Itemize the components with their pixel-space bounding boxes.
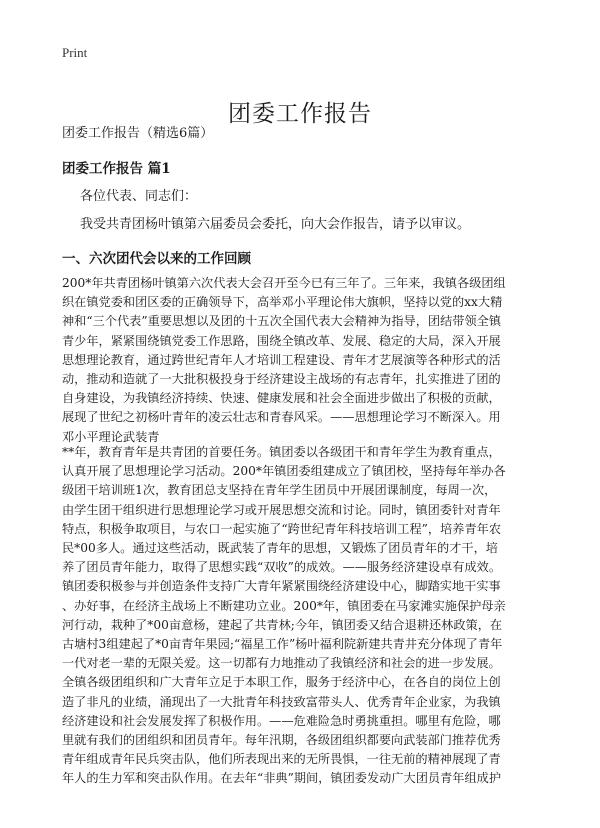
body-paragraph-1 bbox=[62, 274, 542, 447]
paragraph-line: **年，教育青年是共青团的首要任务。镇团委以各级团干和青年学生为教育重点， bbox=[62, 445, 501, 459]
salutation: 各位代表、同志们： bbox=[80, 189, 198, 204]
paragraph-line: 邓小平理论武装青 bbox=[62, 429, 160, 444]
paragraph-line: 里就有我们的团组织和团员青年。每年汛期，各级团组织都要向武装部门推荐优秀 bbox=[62, 733, 501, 748]
paragraph-line: 神和“三个代表”重要思想以及团的十五次全国代表大会精神为指导，团结带领全镇 bbox=[62, 314, 502, 329]
paragraph-line: 200*年共青团杨叶镇第六次代表大会召开至今已有三年了。三年来，我镇各级团组 bbox=[62, 276, 506, 290]
paragraph-line: 青年组成青年民兵突击队，他们所表现出来的无所畏惧，一往无前的精神展现了青 bbox=[62, 752, 501, 767]
intro-paragraph: 我受共青团杨叶镇第六届委员会委托，向大会作报告，请予以审议。 bbox=[80, 217, 471, 232]
document-subtitle: 团委工作报告（精选6篇） bbox=[62, 126, 214, 141]
body-paragraph-2 bbox=[62, 443, 542, 789]
paragraph-line: 织在镇党委和团区委的正确领导下，高举邓小平理论伟大旗帜，坚持以党的xx大精 bbox=[62, 295, 503, 310]
paragraph-line: 镇团委积极参与并创造条件支持广大青年紧紧围绕经济建设中心，脚踏实地干实事 bbox=[62, 579, 501, 594]
paragraph-line: 动，推动和造就了一大批积极投身于经济建设主战场的有志青年，扎实推进了团的 bbox=[62, 372, 501, 387]
paragraph-line: 展现了世纪之初杨叶青年的凌云壮志和青春风采。——思想理论学习不断深入。用 bbox=[62, 410, 501, 425]
paragraph-line: 养了团员青年能力，取得了思想实践“双收”的成效。——服务经济建设卓有成效。 bbox=[62, 560, 502, 575]
paragraph-line: 级团干培训班1次，教育团总支坚持在青年学生团员中开展团课制度，每周一次， bbox=[62, 483, 497, 498]
paragraph-line: 、办好事，在经济主战场上不断建功立业。200*年，镇团委在马家滩实施保护母亲 bbox=[62, 598, 506, 613]
paragraph-line: 造了非凡的业绩，涌现出了一大批青年科技致富带头人、优秀青年企业家，为我镇 bbox=[62, 694, 501, 709]
paragraph-line: 古塘村3组建起了*0亩青年果园;“福星工作”杨叶福利院新建共青井充分体现了青年 bbox=[62, 637, 503, 652]
paragraph-line: 全镇各级团组织和广大青年立足于本职工作，服务于经济中心，在各自的岗位上创 bbox=[62, 675, 501, 690]
paragraph-line: 特点，积极争取项目，与农口一起实施了“跨世纪青年科技培训工程”，培养青年农 bbox=[62, 521, 502, 536]
paragraph-line: 一代对老一辈的无限关爱。这一切都有力地推动了我镇经济和社会的进一步发展。 bbox=[62, 656, 501, 671]
section-heading-review: 一、六次团代会以来的工作回顾 bbox=[62, 251, 251, 267]
paragraph-line: 年人的生力军和突击队作用。在去年“非典”期间，镇团委发动广大团员青年组成护 bbox=[62, 771, 502, 786]
paragraph-line: 青少年，紧紧围绕镇党委工作思路，围绕全镇改革、发展、稳定的大局，深入开展 bbox=[62, 333, 501, 348]
paragraph-line: 自身建设，为我镇经济持续、快速、健康发展和社会全面进步做出了积极的贡献， bbox=[62, 391, 501, 406]
paragraph-line: 由学生团干组织进行思想理论学习或开展思想交流和讨论。同时，镇团委针对青年 bbox=[62, 502, 501, 517]
document-title: 团委工作报告 bbox=[228, 101, 372, 128]
paragraph-line: 河行动，栽种了*00亩意杨，建起了共青林;今年，镇团委又结合退耕还林政策，在 bbox=[62, 617, 503, 632]
print-link[interactable]: Print bbox=[62, 45, 88, 60]
paragraph-line: 经济建设和社会发展发挥了积极作用。——危难险急时勇挑重担。哪里有危险，哪 bbox=[62, 713, 501, 728]
paragraph-line: 认真开展了思想理论学习活动。200*年镇团委组建成立了镇团校，坚持每年举办各 bbox=[62, 464, 506, 479]
paragraph-line: 思想理论教育，通过跨世纪青年人才培训工程建设、青年才艺展演等各种形式的活 bbox=[62, 352, 501, 367]
paragraph-line: 民*00多人。通过这些活动，既武装了青年的思想，又锻炼了团员青年的才干，培 bbox=[62, 541, 498, 556]
section-title: 团委工作报告 篇1 bbox=[62, 161, 171, 177]
